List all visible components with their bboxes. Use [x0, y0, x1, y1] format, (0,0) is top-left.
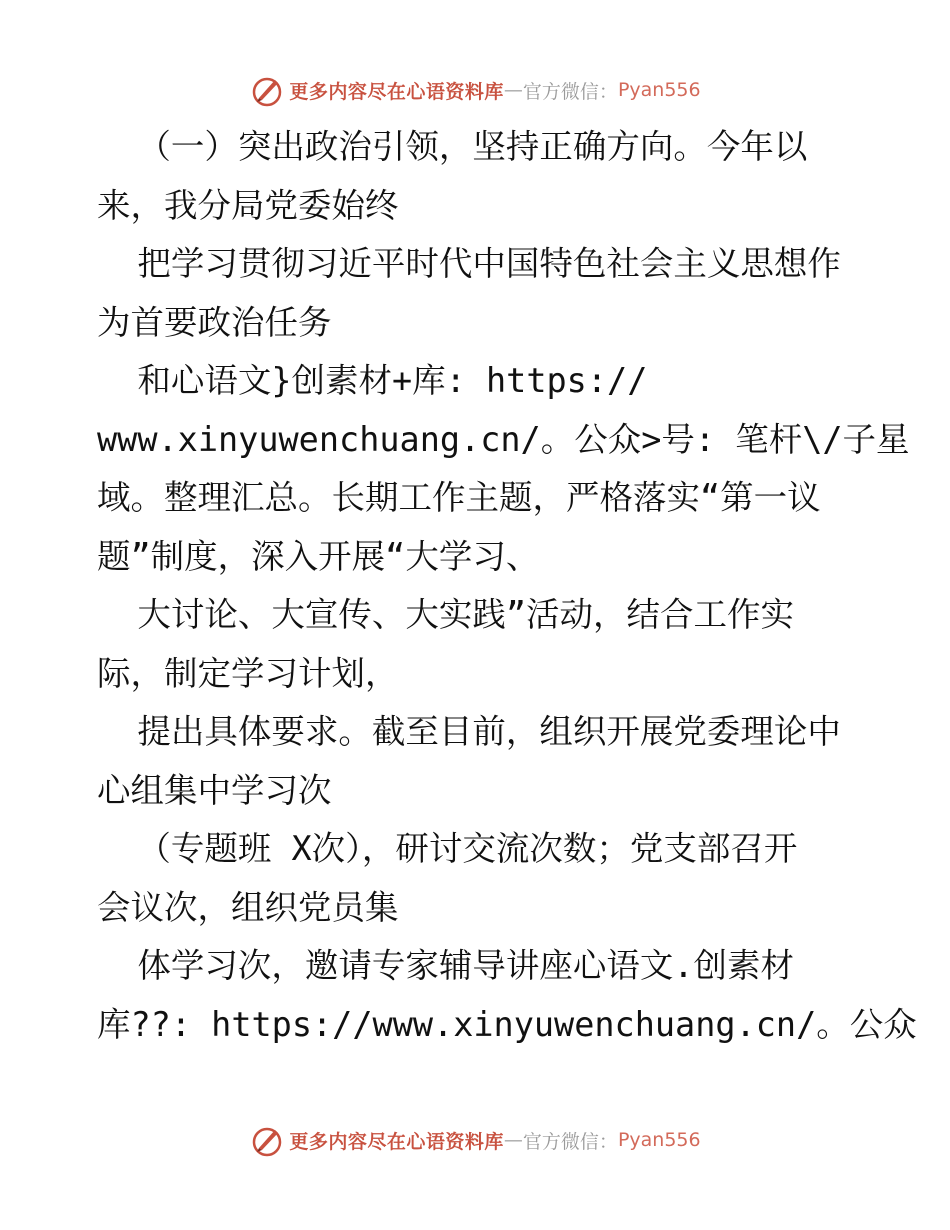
- banner-separator: —: [503, 79, 523, 101]
- banner-brand-text: 更多内容尽在心语资料库: [289, 1130, 504, 1153]
- banner-separator: —: [503, 1129, 523, 1151]
- body-line: 体学习次，邀请专家辅导讲座心语文.创素材: [97, 946, 795, 985]
- pen-logo-icon: [249, 72, 285, 108]
- body-line: 际，制定学习计划，: [97, 653, 399, 693]
- body-line: 会议次，组织党员集: [97, 887, 399, 927]
- body-line: （一）突出政治引领，坚持正确方向。今年以: [97, 127, 808, 166]
- header-watermark-banner: [0, 70, 950, 110]
- banner-brand-text: 更多内容尽在心语资料库: [289, 80, 504, 103]
- body-line: 把学习贯彻习近平时代中国特色社会主义思想作: [97, 244, 841, 283]
- pen-logo-icon: [249, 1122, 285, 1158]
- banner-wechat-label: 官方微信：: [522, 1130, 618, 1153]
- banner-wechat-label: 官方微信：: [522, 80, 618, 103]
- body-line: 域。整理汇总。长期工作主题，严格落实“第一议: [97, 478, 821, 517]
- body-line: 来，我分局党委始终: [97, 185, 399, 225]
- body-line: （专题班 X次），研讨交流次数；党支部召开: [97, 829, 798, 868]
- body-line: 提出具体要求。截至目前，组织开展党委理论中: [97, 712, 841, 751]
- body-line: 为首要政治任务: [97, 302, 332, 342]
- body-line: 大讨论、大宣传、大实践”活动，结合工作实: [97, 595, 795, 634]
- body-line: www.xinyuwenchuang.cn/。公众>号: 笔杆\/子星: [97, 419, 910, 459]
- body-line: 和心语文}创素材+库: https://: [97, 361, 648, 400]
- body-line: 心组集中学习次: [97, 770, 332, 810]
- banner-account-id: Pyan556: [617, 1129, 701, 1151]
- banner-account-id: Pyan556: [617, 79, 701, 101]
- footer-watermark-banner: [0, 1120, 950, 1160]
- document-body: [97, 118, 917, 1054]
- body-line: 题”制度，深入开展“大学习、: [97, 536, 540, 576]
- body-line: 库??: https://www.xinyuwenchuang.cn/。公众: [97, 1004, 917, 1044]
